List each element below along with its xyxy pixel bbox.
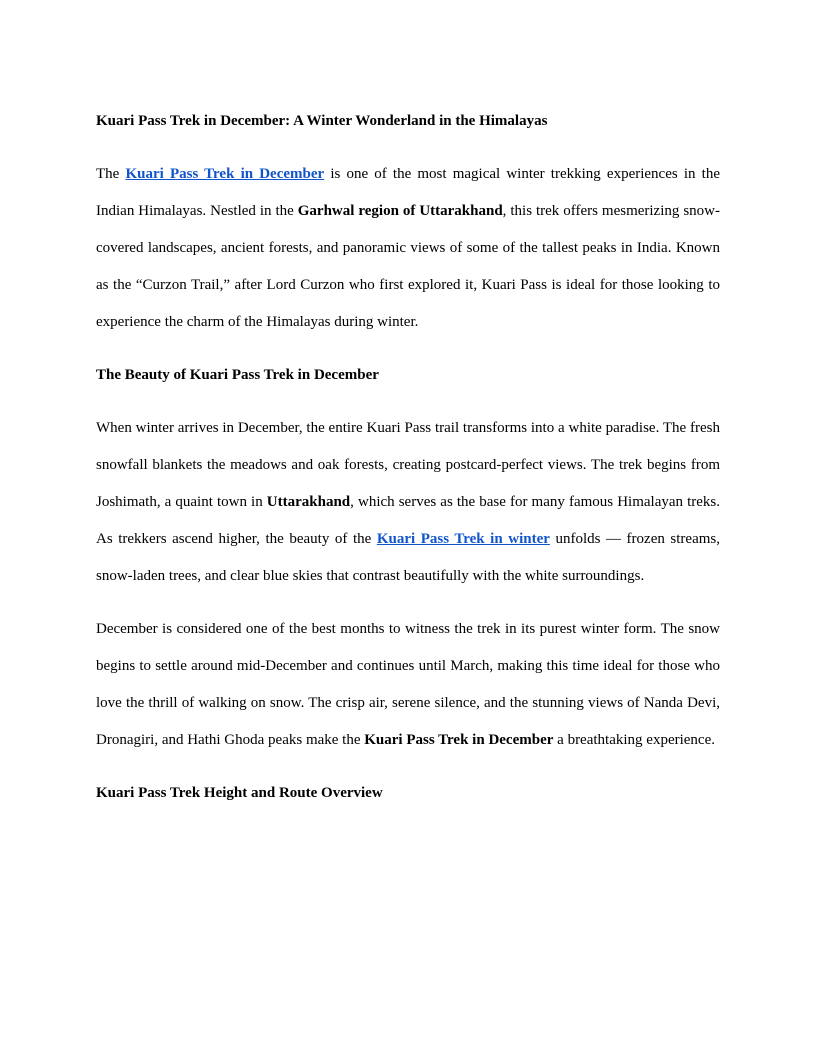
december-text-2: a breathtaking experience. xyxy=(553,732,715,748)
kuari-pass-december-link[interactable]: Kuari Pass Trek in December xyxy=(125,166,325,182)
uttarakhand-bold: Uttarakhand xyxy=(266,494,351,510)
kuari-pass-winter-link[interactable]: Kuari Pass Trek in winter xyxy=(376,531,550,547)
beauty-text-2: , which serves as the base for many famous Himalayan treks. As trekkers ascend higher, the beauty of the xyxy=(96,494,720,547)
beauty-paragraph xyxy=(96,410,720,595)
document-page xyxy=(96,103,720,812)
kuari-pass-december-bold: Kuari Pass Trek in December xyxy=(364,732,554,748)
december-paragraph xyxy=(96,611,720,759)
intro-text-2: is one of the most magical winter trekking experiences in the Indian Himalayas. Nestled in the xyxy=(96,166,720,219)
beauty-text-1: When winter arrives in December, the entire Kuari Pass trail transforms into a white paradise. The fresh snowfall blankets the meadows and oak forests, creating postcard-perfect views. The trek begins from Joshimath, a quaint town in xyxy=(96,420,720,510)
document-title: Kuari Pass Trek in December: A Winter Wonderland in the Himalayas xyxy=(96,113,548,129)
spacer xyxy=(96,394,720,410)
spacer xyxy=(96,140,720,156)
spacer xyxy=(96,759,720,775)
spacer xyxy=(96,341,720,357)
intro-paragraph xyxy=(96,156,720,341)
garhwal-region-bold: Garhwal region of Uttarakhand xyxy=(297,203,503,219)
intro-text-3: , this trek offers mesmerizing snow-covered landscapes, ancient forests, and panoramic views of some of the tallest peaks in India. Known as the “Curzon Trail,” after Lord Curzon who first explored it, Kuari Pass is ideal for those looking to experience the charm of the Himalayas during winter. xyxy=(96,203,720,330)
beauty-text-3: unfolds — frozen streams, snow-laden trees, and clear blue skies that contrast beautifully with the white surroundings. xyxy=(96,531,720,584)
height-route-heading: Kuari Pass Trek Height and Route Overview xyxy=(96,785,383,801)
december-text-1: December is considered one of the best months to witness the trek in its purest winter form. The snow begins to settle around mid-December and continues until March, making this time ideal for those who love the thrill of walking on snow. The crisp air, serene silence, and the stunning views of Nanda Devi, Dronagiri, and Hathi Ghoda peaks make the xyxy=(96,621,720,748)
intro-text-1: The xyxy=(96,166,126,182)
beauty-section-heading: The Beauty of Kuari Pass Trek in December xyxy=(96,367,379,383)
spacer xyxy=(96,595,720,611)
